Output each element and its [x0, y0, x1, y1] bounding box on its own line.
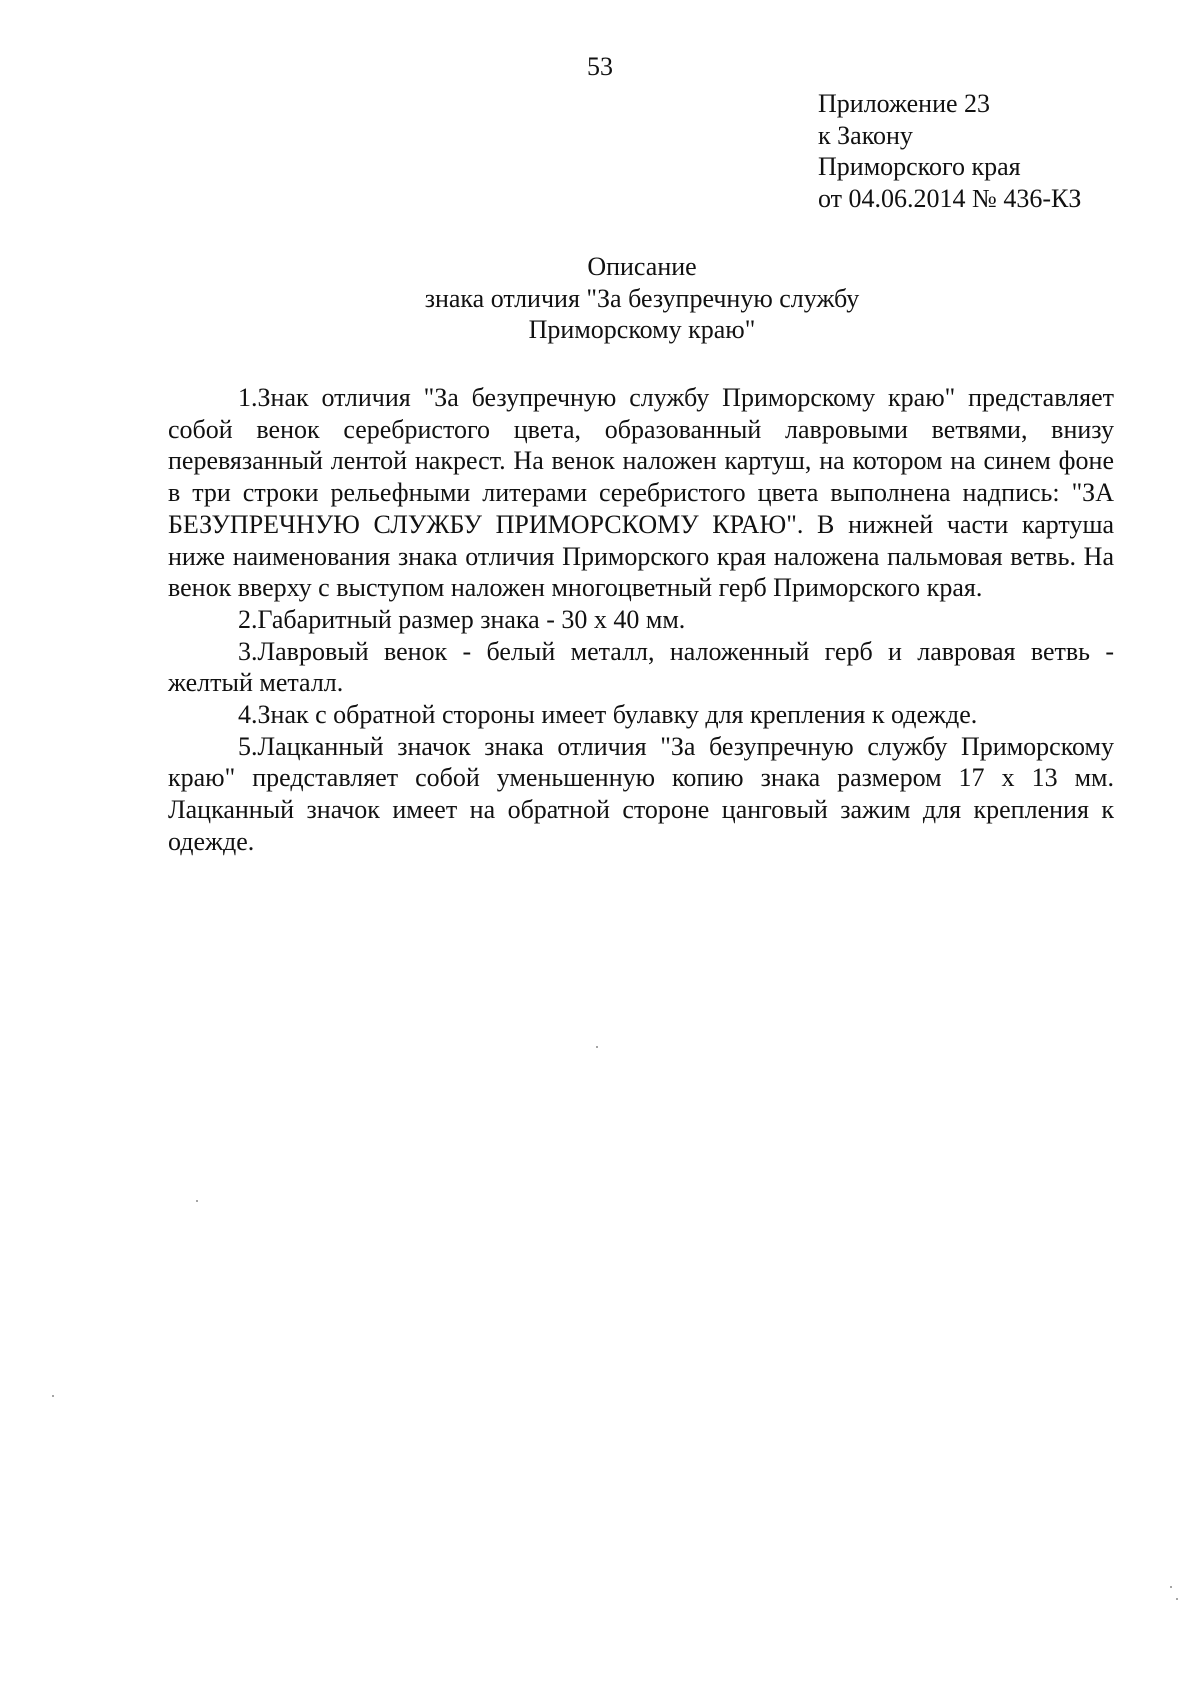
heading-line-3: Приморскому краю": [528, 315, 756, 344]
paragraph-3: 3.Лавровый венок - белый металл, наложенный герб и лавровая ветвь - желтый металл.: [168, 636, 1114, 698]
heading-line-1: Описание: [587, 252, 697, 281]
appendix-line-2: к Закону: [818, 120, 913, 150]
document-heading: [150, 251, 1134, 346]
document-body: [168, 382, 1114, 858]
appendix-line-4: от 04.06.2014 № 436-КЗ: [818, 183, 1082, 213]
page-number: 53: [587, 52, 613, 81]
scan-speck: [196, 1200, 198, 1202]
scan-speck: [1170, 1586, 1172, 1588]
appendix-line-3: Приморского края: [818, 152, 1021, 181]
scan-speck: [596, 1046, 598, 1048]
appendix-line-1: Приложение 23: [818, 89, 991, 118]
paragraph-1: 1.Знак отличия "За безупречную службу Приморскому краю" представляет собой венок серебристого цвета, образованный лавровыми ветвями, внизу перевязанный лентой накрест. На венок наложен картуш, на котором на синем фоне в три строки рельефными литерами серебристого цвета выполнена надпись: "ЗА БЕЗУПРЕЧНУЮ СЛУЖБУ ПРИМОРСКОМУ КРАЮ". В нижней части картуша ниже наименования знака отличия Приморского края наложена пальмовая ветвь. На венок вверху с выступом наложен многоцветный герб Приморского края.: [168, 383, 1114, 603]
paragraph-2: 2.Габаритный размер знака - 30 х 40 мм.: [238, 604, 686, 634]
heading-line-2: знака отличия "За безупречную службу: [424, 283, 860, 313]
paragraph-4: 4.Знак с обратной стороны имеет булавку для крепления к одежде.: [238, 700, 978, 730]
paragraph-5: 5.Лацканный значок знака отличия "За безупречную службу Приморскому краю" представляет собой уменьшенную копию знака размером 17 х 13 мм. Лацканный значок имеет на обратной стороне цанговый зажим для крепления к одежде.: [168, 731, 1114, 856]
appendix-reference: [818, 88, 1081, 214]
scan-speck: [52, 1395, 54, 1397]
scan-speck: [1176, 1598, 1178, 1600]
